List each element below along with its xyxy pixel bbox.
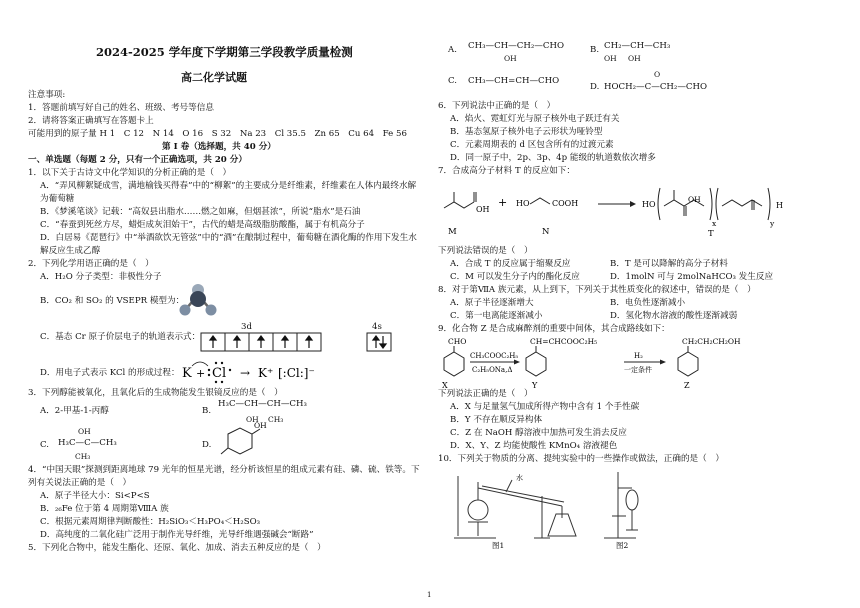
q9-option-c: C．Z 在 NaOH 醇溶液中加热可发生消去反应 xyxy=(450,428,627,438)
q2-option-d: D．用电子式表示 KCl 的形成过程： xyxy=(40,368,180,378)
q1-stem: 1．以下关于古诗文中化学知识的分析正确的是（ ） xyxy=(28,168,232,178)
q7-m-label: M xyxy=(448,227,457,237)
q10-fig2-label: 图2 xyxy=(616,541,629,550)
q4-stem: 4．“中国天眼”探测到距离地球 79 光年的恒星光谱，经分析该恒星的组成元素有硅、磷、硫、铁等。下 xyxy=(28,465,420,475)
orbital-4s-label: 4s xyxy=(372,322,382,332)
q3-option-c: C. xyxy=(40,440,50,450)
q10-stem: 10．下列关于物质的分离、提纯实验中的一些操作或做法，正确的是（ ） xyxy=(438,454,724,464)
q1-option-a-cont: 为葡萄糖 xyxy=(40,194,75,204)
kcl-arrow: → xyxy=(240,366,251,380)
exam-title: 2024-2025 学年度下学期第三学段教学质量检测 xyxy=(96,45,353,59)
q5-stem: 5．下列化合物中，能发生酯化、还原、氧化、加成、消去五种反应的是（ ） xyxy=(28,543,326,553)
q9-condition1: C₂H₅ONa,Δ xyxy=(472,366,513,374)
q5-d-o: O xyxy=(654,70,661,79)
q5-option-b: B. xyxy=(590,45,600,55)
q3-c-ch3: CH₃ xyxy=(75,452,91,461)
q7-t-x: x xyxy=(712,219,717,228)
q6-option-a: A．焰火、霓虹灯光与原子核外电子跃迁有关 xyxy=(450,114,620,124)
q5-a-formula: CH₃—CH—CH₂—CHO xyxy=(468,41,564,51)
q1-option-c: C．“春蚕到死丝方尽，蜡炬成灰泪始干”，古代的蜡是高级脂肪酸酯，属于有机高分子 xyxy=(40,220,365,230)
q7-option-a: A．合成 T 的反应属于缩聚反应 xyxy=(450,259,571,269)
q5-b-formula: CH₂—CH—CH₃ xyxy=(604,41,671,51)
q9-reagent2: H₂ xyxy=(634,352,643,360)
q7-reaction-scheme xyxy=(438,180,848,238)
note-1: 1．答题前填写好自己的姓名、班级、考号等信息 xyxy=(28,103,214,113)
orbital-3d-label: 3d xyxy=(241,322,252,332)
q7-n-label: N xyxy=(542,227,550,237)
q5-b-oh2: OH xyxy=(628,54,641,63)
part1-heading: 第 I 卷（选择题，共 40 分） xyxy=(162,142,276,152)
q1-option-d-cont: 解反应生成乙醇 xyxy=(40,246,101,256)
q1-option-d: D．白居易《琵琶行》中“举酒欲饮无管弦”中的“酒”在酿制过程中，葡萄糖在酒化酶的作用下发生水 xyxy=(40,233,417,243)
q1-option-b: B．《梦溪笔谈》记载：“高奴县出脂水……燃之如麻，但烟甚浓”，所说“脂水”是石油 xyxy=(40,207,361,217)
q3-c-oh: OH xyxy=(78,427,91,436)
q9-z-formula: CH₂CH₂CH₂OH xyxy=(682,337,741,346)
q9-z-label: Z xyxy=(684,381,690,390)
q5-option-a: A. xyxy=(448,45,457,55)
q3-option-a: A．2-甲基-1-丙醇 xyxy=(40,406,109,416)
q6-stem: 6．下列说法中正确的是（ ） xyxy=(438,101,556,111)
q7-m-oh: OH xyxy=(476,205,490,214)
q4-option-c: C．根据元素周期律判断酸性：H₂SiO₃＜H₃PO₄＜H₂SO₃ xyxy=(40,517,261,527)
kcl-k-symbol: K xyxy=(182,366,192,381)
q3-c-formula: H₃C—C—CH₃ xyxy=(58,438,117,448)
q6-option-b: B．基态氢原子核外电子云形状为哑铃型 xyxy=(450,127,603,137)
q8-option-b: B．电负性逐渐减小 xyxy=(610,298,686,308)
notes-heading: 注意事项: xyxy=(28,90,66,100)
q8-option-d: D．氢化物水溶液的酸性逐渐减弱 xyxy=(610,311,738,321)
q7-t-o1: OH xyxy=(688,195,701,204)
vsepr-model-image xyxy=(178,281,218,317)
q9-option-d: D．X、Y、Z 均能使酸性 KMnO₄ 溶液褪色 xyxy=(450,441,618,451)
q9-synthesis-route xyxy=(438,334,848,390)
q5-b-oh1: OH xyxy=(604,54,617,63)
q10-apparatus-figures xyxy=(452,466,652,550)
q3-option-d: D. xyxy=(202,440,212,450)
q6-option-c: C．元素周期表的 d 区包含所有的过渡元素 xyxy=(450,140,614,150)
q7-stem: 7．合成高分子材料 T 的反应如下： xyxy=(438,166,575,176)
q2-stem: 2．下列化学用语正确的是（ ） xyxy=(28,259,154,269)
q10-water-label: 水 xyxy=(516,474,523,482)
q7-n-cooh: COOH xyxy=(552,199,579,208)
kcl-cl-ion: [:Cl:]⁻ xyxy=(278,366,315,380)
q1-option-a: A．“弄风柳絮疑成雪，满地榆钱买得春”中的“柳絮”的主要成分是纤维素，纤维素在人体内最终水解 xyxy=(40,181,417,191)
q8-option-c: C．第一电离能逐渐减小 xyxy=(450,311,543,321)
q9-y-formula: CH=CHCOOC₂H₅ xyxy=(530,337,598,346)
q8-stem: 8．对于第ⅦA 族元素，从上到下，下列关于其性质变化的叙述中，错误的是（ ） xyxy=(438,285,756,295)
q9-condition2: 一定条件 xyxy=(624,366,652,374)
kcl-plus: + xyxy=(196,367,206,380)
q8-option-a: A．原子半径逐渐增大 xyxy=(450,298,534,308)
kcl-k-ion: K⁺ xyxy=(258,366,274,380)
q3-b-formula: H₃C—CH—CH—CH₃ xyxy=(218,399,307,409)
q9-x-label: X xyxy=(442,381,448,390)
kcl-electron-dot xyxy=(178,360,328,386)
q3-option-b: B. xyxy=(202,406,212,416)
q3-d-oh: OH xyxy=(254,421,267,430)
q2-option-b: B．CO₂ 和 SO₂ 的 VSEPR 模型为： xyxy=(40,296,185,306)
q9-reagent1: CH₃COOC₂H₅ xyxy=(470,352,519,360)
q7-option-d: D．1molN 可与 2molNaHCO₃ 发生反应 xyxy=(610,272,774,282)
q9-option-a: A．X 与足量氢气加成所得产物中含有 1 个手性碳 xyxy=(450,402,640,412)
q7-t-label: T xyxy=(708,229,714,239)
q5-c-formula: CH₃—CH=CH—CHO xyxy=(468,76,560,86)
q5-a-oh: OH xyxy=(504,54,517,63)
orbital-diagram xyxy=(201,333,401,353)
q9-x-cho: CHO xyxy=(448,337,467,346)
q7-n-ho: HO xyxy=(516,199,530,208)
q7-t-y: y xyxy=(770,219,775,228)
q3-stem: 3．下列醇能被氧化，且氧化后的生成物能发生银镜反应的是（ ） xyxy=(28,388,283,398)
q2-option-c: C．基态 Cr 原子价层电子的轨道表示式： xyxy=(40,332,201,342)
q4-stem-cont: 列有关说法正确的是（ ） xyxy=(28,478,132,488)
q3-d-cyclohexanol xyxy=(216,421,267,464)
q3-b-ch3: CH₃ xyxy=(268,415,284,424)
section-heading: 一、单选题（每题 2 分，只有一个正确选项，共 20 分） xyxy=(28,155,247,165)
q4-option-b: B．₂₆Fe 位于第 4 周期第ⅧA 族 xyxy=(40,504,169,514)
q7-t-ho: HO xyxy=(642,200,656,209)
page-number: 1 xyxy=(427,591,432,599)
q2-option-a: A．H₂O 分子类型：非极性分子 xyxy=(40,272,162,282)
q4-option-a: A．原子半径大小：Si<P<S xyxy=(40,491,150,501)
atomic-masses: 可能用到的原子量 H 1 C 12 N 14 O 16 S 32 Na 23 Cl 35.5 Zn 65 Cu 64 Fe 56 xyxy=(28,129,407,139)
exam-subtitle: 高二化学试题 xyxy=(181,71,247,84)
q9-stem: 9．化合物 Z 是合成麻醉剂的重要中间体，其合成路线如下： xyxy=(438,324,670,334)
q7-t-h: H xyxy=(776,201,783,210)
q7-plus: + xyxy=(498,196,508,209)
kcl-cl-symbol: Cl xyxy=(212,366,227,381)
q9-y-label: Y xyxy=(532,381,538,390)
q7-sub-stem: 下列说法错误的是（ ） xyxy=(438,246,533,256)
q3-b-oh: OH xyxy=(246,415,259,424)
q7-option-b: B．T 是可以降解的高分子材料 xyxy=(610,259,728,269)
q5-d-formula: HOCH₂—C—CH₂—CHO xyxy=(604,82,708,92)
q7-option-c: C．M 可以发生分子内的酯化反应 xyxy=(450,272,580,282)
note-2: 2．请将答案正确填写在答题卡上 xyxy=(28,116,154,126)
q5-option-c: C. xyxy=(448,76,458,86)
q9-sub-stem: 下列说法正确的是（ ） xyxy=(438,389,533,399)
q4-option-d: D．高纯度的二氧化硅广泛用于制作光导纤维，光导纤维遇强碱会“断路” xyxy=(40,530,314,540)
q6-option-d: D．同一原子中，2p、3p、4p 能级的轨道数依次增多 xyxy=(450,153,656,163)
q10-fig1-label: 图1 xyxy=(492,541,505,550)
q9-option-b: B．Y 不存在顺反异构体 xyxy=(450,415,543,425)
q5-option-d: D. xyxy=(590,82,600,92)
